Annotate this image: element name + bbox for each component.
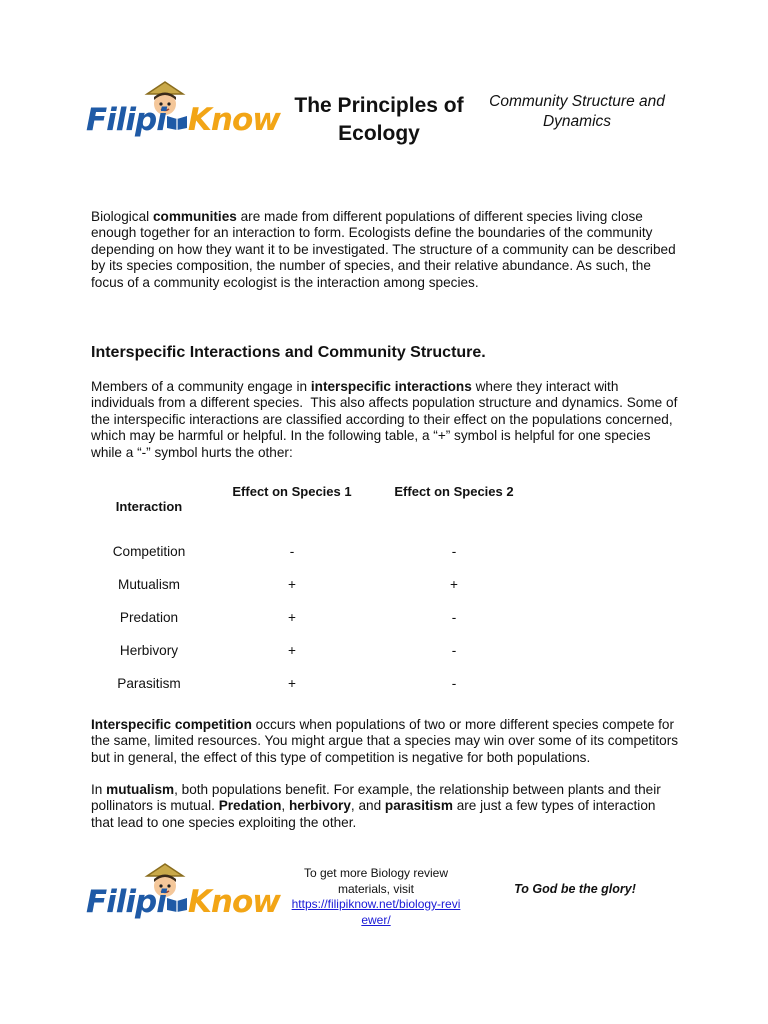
term-mutualism: mutualism xyxy=(106,782,175,797)
page-subtitle xyxy=(478,92,676,132)
footer-line-1: To get more Biology review xyxy=(303,866,449,880)
logo-text-filipi: Filipi xyxy=(86,884,166,920)
table-cell-effect-1: + xyxy=(288,577,296,592)
table-cell-effect-2: - xyxy=(451,610,457,625)
footer-line-2: materials, visit xyxy=(337,881,414,896)
table-cell-interaction: Predation xyxy=(119,610,179,625)
table-cell-effect-1: + xyxy=(288,676,296,691)
section-heading: Interspecific Interactions and Community Structure. xyxy=(91,344,486,361)
table-cell-effect-2: - xyxy=(451,544,457,559)
link-text-part-1: https://filipiknow.net/biology-revi xyxy=(291,897,461,911)
table-cell-effect-2: - xyxy=(451,676,457,691)
open-book-icon xyxy=(166,102,188,138)
title-line-1: The Principles of xyxy=(294,94,464,117)
footer-review-note xyxy=(286,866,466,928)
table-cell-interaction: Herbivory xyxy=(119,643,179,658)
members-paragraph xyxy=(91,379,681,461)
table-cell-effect-1: - xyxy=(289,544,295,559)
term-predation: Predation xyxy=(218,798,282,814)
term-parasitism: parasitism xyxy=(384,798,453,814)
mutualism-text: , and xyxy=(350,798,385,814)
members-text: where they interact with individuals from a different species. This also affects population structure and dynamics. Some of the interspecific interactions are classified according to their effect on the populations concerned, which may be harmful or helpful. In the following table, a “+” symbol is helpful for one species while a “-” symbol hurts the other: xyxy=(91,379,682,460)
logo-text-filipi: Filipi xyxy=(86,102,166,138)
biology-reviewer-link[interactable] xyxy=(292,897,461,927)
intro-text: are made from different populations of different species living close enough together for an interaction to form. Ecologists define the boundaries of the community depending on how they want it to be investigated. The structure of a community can be described by its species composition, the number of species, and their relative abundance. As such, the focus of a community ecologist is the interaction among species. xyxy=(91,209,680,290)
link-text-part-2: ewer/ xyxy=(361,912,391,927)
logo-text-know: Know xyxy=(187,884,280,920)
table-cell-effect-2: + xyxy=(450,577,458,592)
intro-text: Biological xyxy=(91,209,153,224)
footer-glory-text: To God be the glory! xyxy=(514,882,636,896)
competition-text: occurs when populations of two or more different species compete for the same, limited resources. You might argue that a species may win over some of its competitors but in general, the effect of this type of competition is negative for both populations. xyxy=(91,717,682,765)
logo-text-know: Know xyxy=(187,102,280,138)
table-cell-interaction: Mutualism xyxy=(118,577,180,592)
intro-term-communities: communities xyxy=(152,209,237,224)
term-herbivory: herbivory xyxy=(288,798,351,814)
members-term-interspecific: interspecific interactions xyxy=(310,379,472,394)
table-header-species-1: Effect on Species 1 xyxy=(232,484,352,499)
mutualism-text: , both populations benefit. For example, the relationship between plants and their pollinators is mutual. xyxy=(91,782,665,814)
open-book-icon xyxy=(166,884,188,920)
subtitle-line-2: Dynamics xyxy=(542,113,612,130)
subtitle-line-1: Community Structure and xyxy=(489,93,665,110)
mutualism-text: are just a few types of interaction that lead to one species exploiting the other. xyxy=(91,798,660,830)
mutualism-paragraph xyxy=(91,782,681,831)
filipiknow-logo-bottom xyxy=(86,862,280,942)
competition-term: Interspecific competition xyxy=(91,717,252,732)
table-cell-interaction: Parasitism xyxy=(117,676,181,691)
table-header-species-2: Effect on Species 2 xyxy=(394,484,514,499)
title-line-2: Ecology xyxy=(338,122,420,145)
intro-paragraph xyxy=(91,209,681,291)
table-cell-effect-2: - xyxy=(451,643,457,658)
members-text: Members of a community engage in xyxy=(91,379,311,394)
page-title xyxy=(284,92,474,148)
mutualism-text: , xyxy=(281,798,289,814)
mutualism-text: In xyxy=(91,782,107,797)
competition-paragraph xyxy=(91,717,681,766)
filipiknow-logo-top xyxy=(86,80,280,160)
table-cell-effect-1: + xyxy=(288,610,296,625)
table-header-interaction: Interaction xyxy=(115,499,183,514)
table-cell-effect-1: + xyxy=(288,643,296,658)
table-cell-interaction: Competition xyxy=(112,544,186,559)
